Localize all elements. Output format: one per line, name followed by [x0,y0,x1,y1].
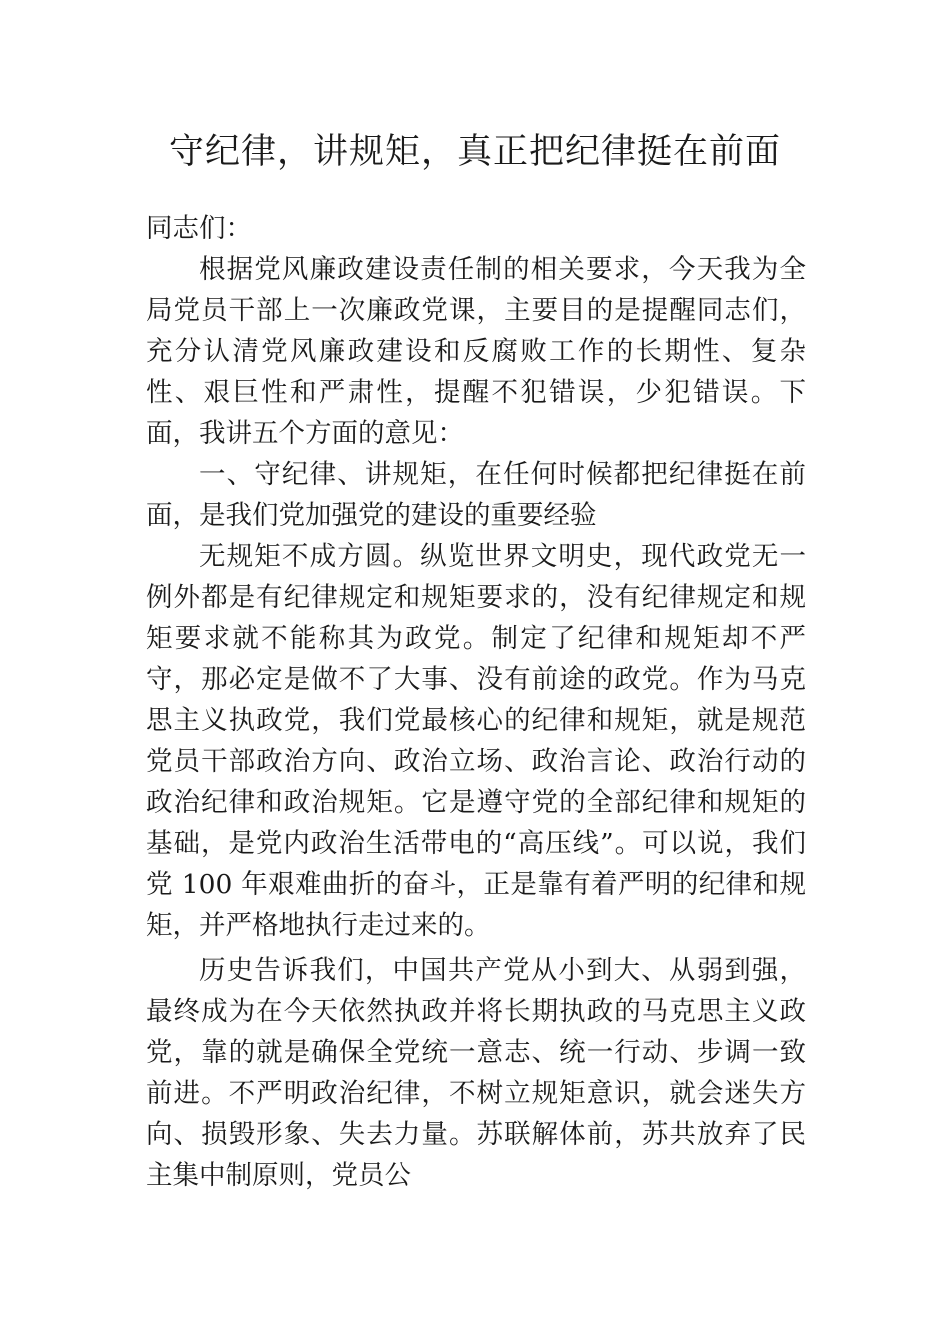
paragraph-intro: 根据党风廉政建设责任制的相关要求，今天我为全局党员干部上一次廉政党课，主要目的是提醒同志们，充分认清党风廉政建设和反腐败工作的长期性、复杂性、艰巨性和严肃性，提醒不犯错误，少犯错误。下面，我讲五个方面的意见： [146,254,806,449]
document-title: 守纪律，讲规矩，真正把纪律挺在前面 [168,132,781,172]
paragraph-history: 历史告诉我们，中国共产党从小到大、从弱到强，最终成为在今天依然执政并将长期执政的马克思主义政党，靠的就是确保全党统一意志、统一行动、步调一致前进。不严明政治纪律，不树立规矩意识，就会迷失方向、损毁形象、失去力量。苏联解体前，苏共放弃了民主集中制原则，党员公 [146,955,806,1191]
section-heading-1: 一、守纪律、讲规矩，在任何时候都把纪律挺在前面，是我们党加强党的建设的重要经验 [146,459,806,531]
greeting: 同志们： [146,213,252,244]
paragraph-rules: 无规矩不成方圆。纵览世界文明史，现代政党无一例外都是有纪律规定和规矩要求的，没有纪律规定和规矩要求就不能称其为政党。制定了纪律和规矩却不严守，那必定是做不了大事、没有前途的政党。作为马克思主义执政党，我们党最核心的纪律和规矩，就是规范党员干部政治方向、政治立场、政治言论、政治行动的政治纪律和政治规矩。它是遵守党的全部纪律和规矩的基础，是党内政治生活带电的“高压线”。可以说，我们党 100 年艰难曲折的奋斗，正是靠有着严明的纪律和规矩，并严格地执行走过来的。 [146,541,806,941]
document-body [146,208,806,1196]
